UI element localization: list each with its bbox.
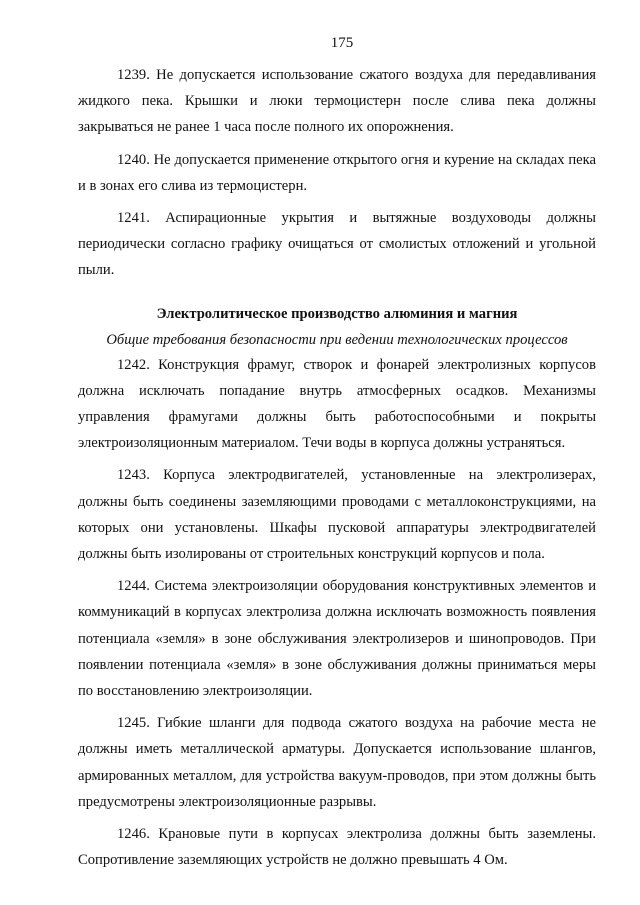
paragraph-1244: 1244. Система электроизоляции оборудования конструктивных элементов и коммуникаций в корпусах электролиза должна исключать возможность появления потенциала «земля» в зоне обслуживания электролизеров и шинопроводов. При появлении потенциала «земля» в зоне обслуживания должны приниматься меры по восстановлению электроизоляции. xyxy=(78,578,596,700)
paragraph-1243: 1243. Корпуса электродвигателей, установленные на электролизерах, должны быть соединены заземляющими проводами с металлоконструкциями, на которых они установлены. Шкафы пусковой аппаратуры электродвигателей должны быть изолированы от строительных конструкций корпусов и пола. xyxy=(78,467,596,563)
paragraph-1239: 1239. Не допускается использование сжатого воздуха для передавливания жидкого пека. Крышки и люки термоцистерн после слива пека должны закрываться не ранее 1 часа после полного их опорожнения. xyxy=(78,67,596,136)
paragraph-1242: 1242. Конструкция фрамуг, створок и фонарей электролизных корпусов должна исключать попадание внутрь атмосферных осадков. Механизмы управления фрамугами должны быть работоспособными и покрыты электроизоляционным материалом. Течи воды в корпуса должны устраняться. xyxy=(78,356,596,452)
page-number: 175 xyxy=(330,35,354,51)
paragraph-1246: 1246. Крановые пути в корпусах электролиза должны быть заземлены. Сопротивление заземляющих устройств не должно превышать 4 Ом. xyxy=(78,826,596,869)
paragraph-1241: 1241. Аспирационные укрытия и вытяжные воздуховоды должны периодически согласно графику очищаться от смолистых отложений и угольной пыли. xyxy=(78,210,596,279)
section-title: Электролитическое производство алюминия и магния xyxy=(156,305,518,322)
paragraph-1245: 1245. Гибкие шланги для подвода сжатого воздуха на рабочие места не должны иметь металлической арматуры. Допускается использование шлангов, армированных металлом, для устройства вакуум-проводов, при этом должны быть предусмотрены электроизоляционные разрывы. xyxy=(78,715,596,810)
paragraph-1240: 1240. Не допускается применение открытого огня и курение на складах пека и в зонах его слива из термоцистерн. xyxy=(78,151,596,194)
subsection-title: Общие требования безопасности при ведении технологических процессов xyxy=(106,331,568,348)
